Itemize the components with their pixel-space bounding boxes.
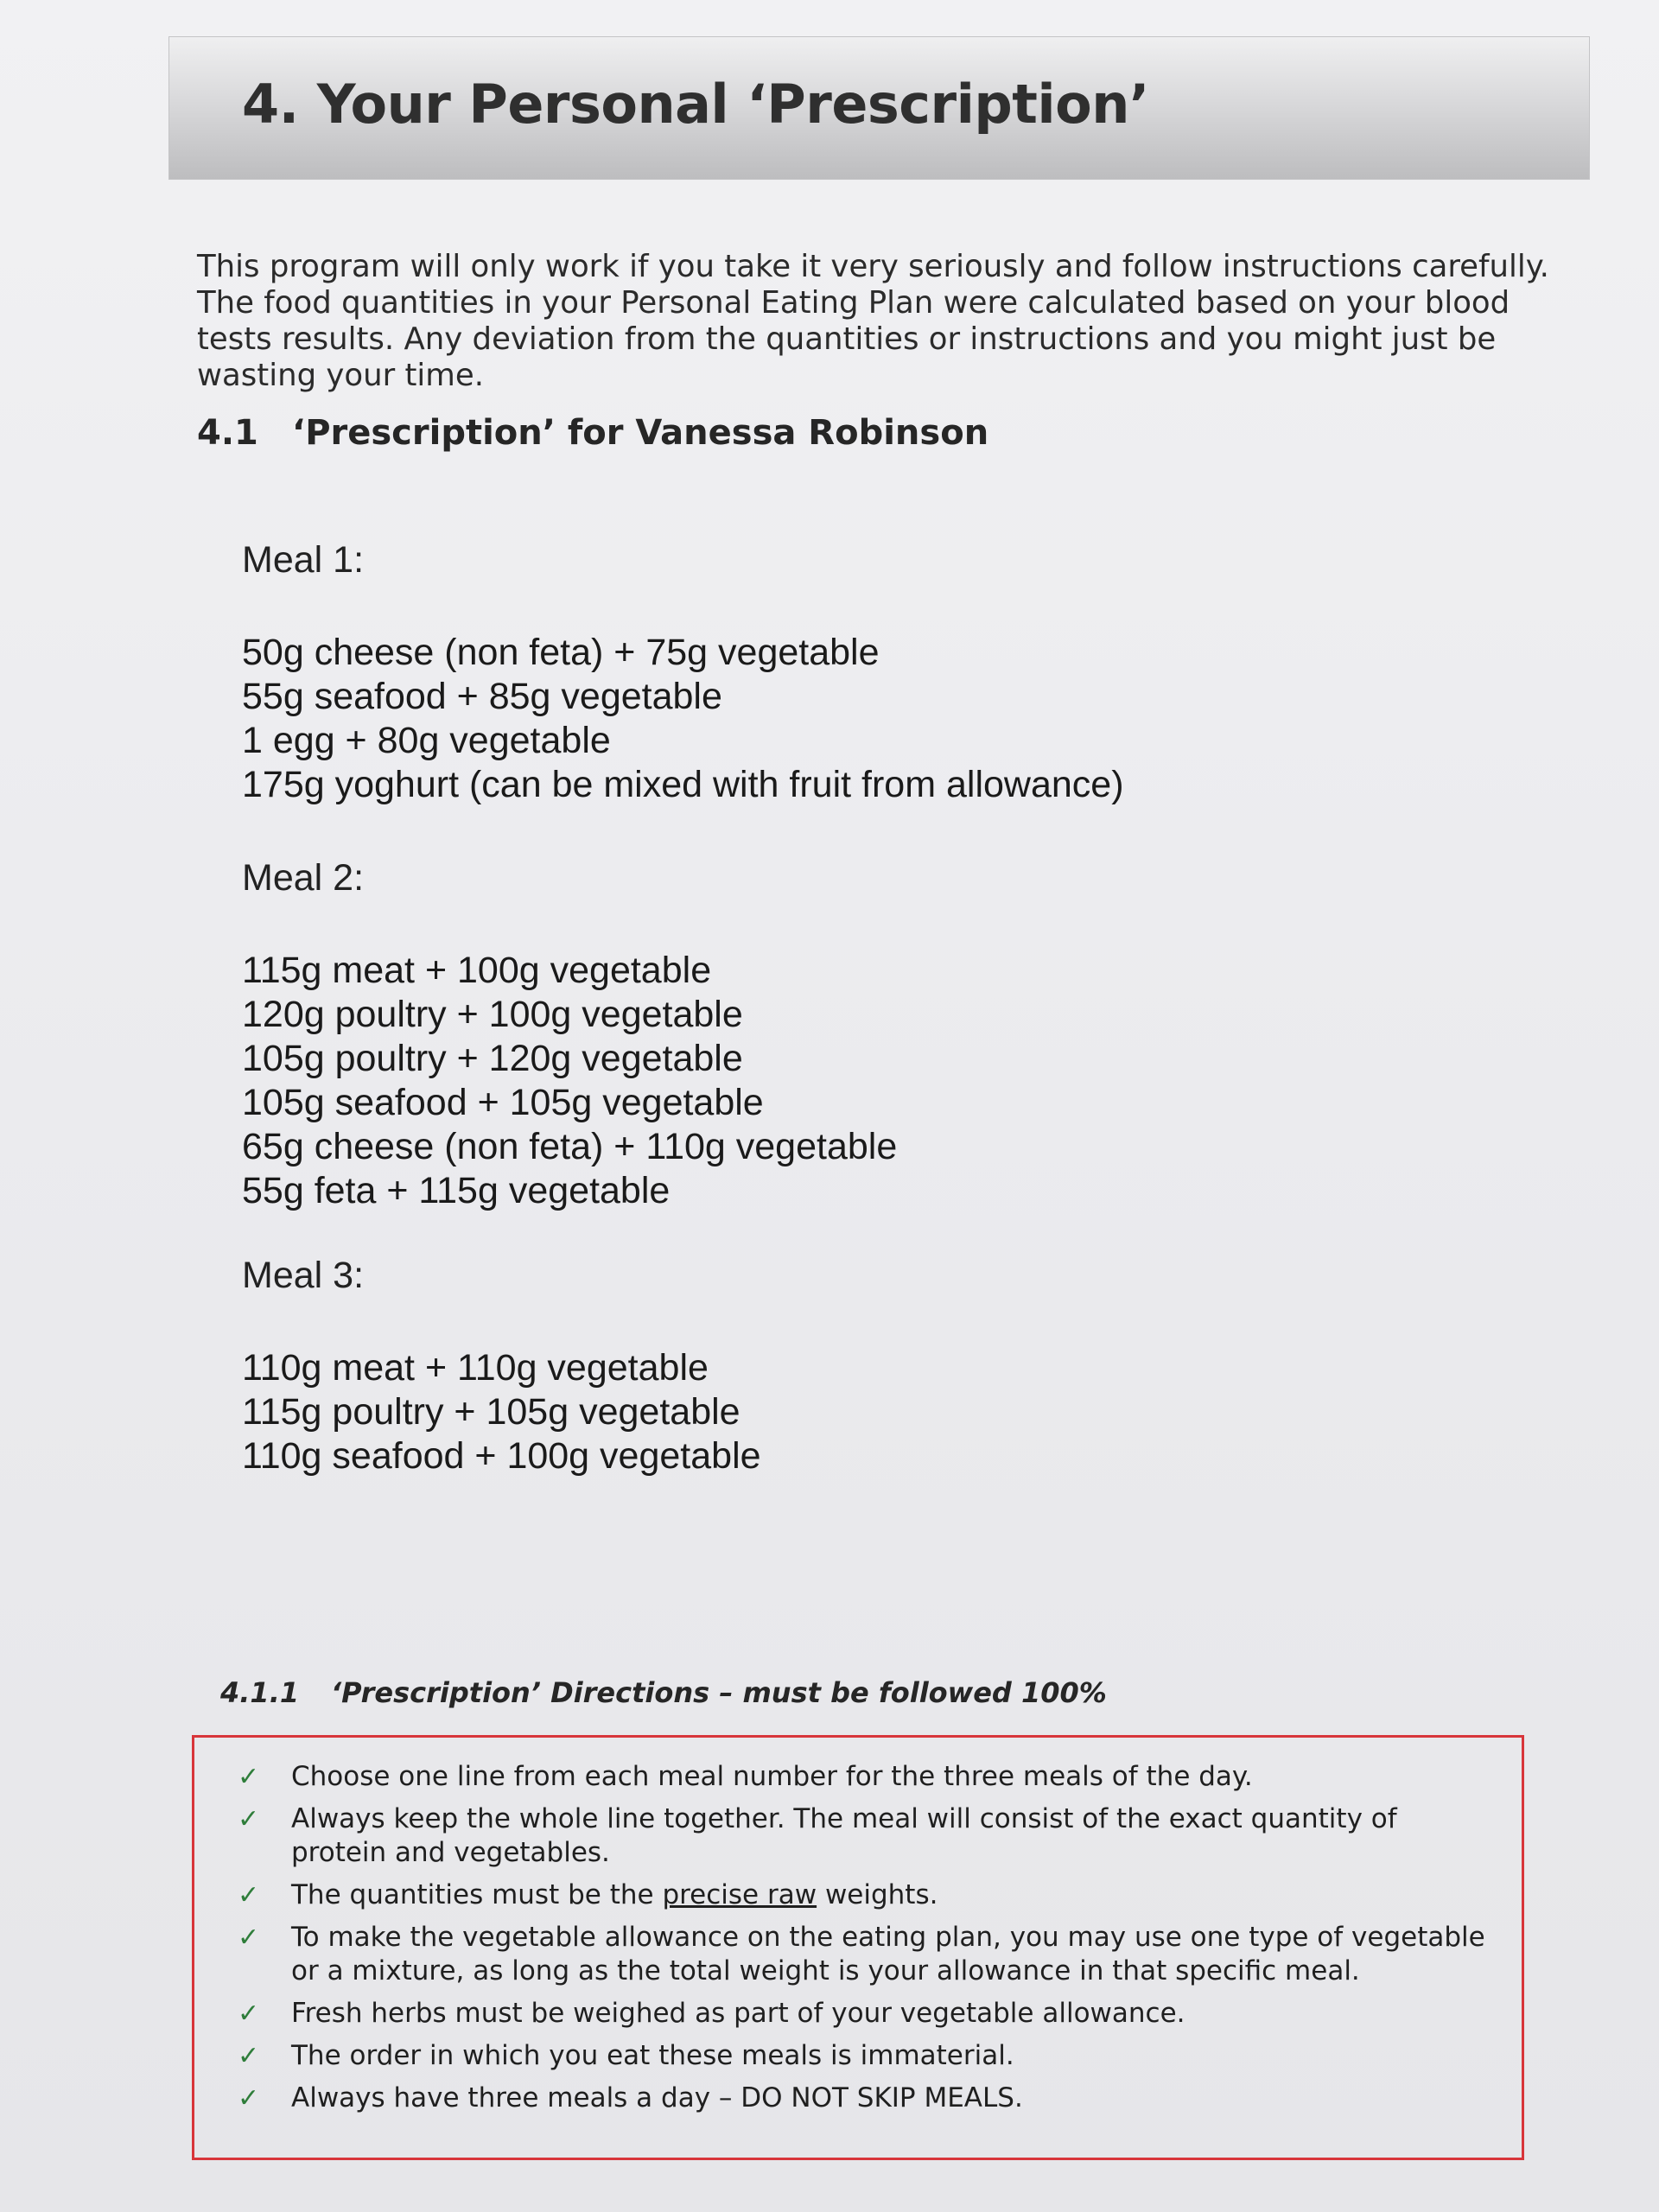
directions-box <box>192 1735 1524 2160</box>
meal-line: 50g cheese (non feta) + 75g vegetable <box>242 632 880 673</box>
direction-text-before: The quantities must be the <box>291 1879 663 1910</box>
direction-text-after: weights. <box>817 1879 938 1910</box>
meal-line: 110g meat + 110g vegetable <box>242 1347 709 1389</box>
meal-line: 55g seafood + 85g vegetable <box>242 676 722 717</box>
meal-line: 105g seafood + 105g vegetable <box>242 1082 764 1123</box>
meal-heading: Meal 2: <box>242 857 365 899</box>
meal-line: 65g cheese (non feta) + 110g vegetable <box>242 1126 898 1167</box>
subsection-number: 4.1 <box>197 413 258 453</box>
meal-line: 110g seafood + 100g vegetable <box>242 1435 761 1477</box>
directions-title: ‘Prescription’ Directions – must be followed 100% <box>331 1676 1107 1709</box>
section-title: 4. Your Personal ‘Prescription’ <box>242 73 1149 136</box>
intro-paragraph: This program will only work if you take it very seriously and follow instructions carefully. The food quantities in your Personal Eating Plan were calculated based on your blood tests results. Any deviation from the quantities or instructions and you might just be wasting your time. <box>197 249 1549 393</box>
meal-line: 105g poultry + 120g vegetable <box>242 1038 743 1079</box>
meal-line: 120g poultry + 100g vegetable <box>242 994 743 1035</box>
direction-text-emphasis: precise raw <box>662 1879 817 1910</box>
meal-heading: Meal 3: <box>242 1255 365 1296</box>
direction-item <box>238 1878 1487 1912</box>
checkmark-icon: ✓ <box>238 1923 260 1953</box>
direction-item <box>238 1921 1487 1988</box>
meal-block-2 <box>242 855 1452 1213</box>
meal-line: 55g feta + 115g vegetable <box>242 1170 671 1211</box>
checkmark-icon: ✓ <box>238 2083 260 2113</box>
direction-item <box>238 1802 1487 1870</box>
directions-heading <box>220 1676 1107 1709</box>
direction-item <box>238 1997 1487 2031</box>
meal-heading: Meal 1: <box>242 539 365 581</box>
direction-text: Choose one line from each meal number for the three meals of the day. <box>291 1761 1253 1792</box>
direction-item <box>238 2082 1487 2115</box>
direction-text: The order in which you eat these meals is immaterial. <box>291 2040 1014 2071</box>
meal-line: 115g meat + 100g vegetable <box>242 950 712 991</box>
subsection-heading <box>197 413 988 453</box>
direction-text: Always keep the whole line together. The meal will consist of the exact quantity of protein and vegetables. <box>291 1803 1397 1868</box>
direction-text: Fresh herbs must be weighed as part of your vegetable allowance. <box>291 1998 1185 2029</box>
meal-line: 175g yoghurt (can be mixed with fruit from allowance) <box>242 764 1124 805</box>
meal-line: 1 egg + 80g vegetable <box>242 720 611 761</box>
checkmark-icon: ✓ <box>238 1762 260 1792</box>
directions-number: 4.1.1 <box>220 1676 300 1709</box>
checkmark-icon: ✓ <box>238 1999 260 2029</box>
checkmark-icon: ✓ <box>238 2041 260 2071</box>
direction-item <box>238 1760 1487 1794</box>
direction-text: To make the vegetable allowance on the eating plan, you may use one type of vegetable or a mixture, as long as the total weight is your allowance in that specific meal. <box>291 1922 1485 1986</box>
meal-block-3 <box>242 1253 1452 1478</box>
meal-line: 115g poultry + 105g vegetable <box>242 1391 741 1433</box>
subsection-title: ‘Prescription’ for Vanessa Robinson <box>292 413 989 453</box>
meal-block-1 <box>242 537 1452 807</box>
checkmark-icon: ✓ <box>238 1804 260 1834</box>
direction-item <box>238 2039 1487 2073</box>
checkmark-icon: ✓ <box>238 1880 260 1910</box>
direction-text: Always have three meals a day – DO NOT SKIP MEALS. <box>291 2082 1023 2113</box>
